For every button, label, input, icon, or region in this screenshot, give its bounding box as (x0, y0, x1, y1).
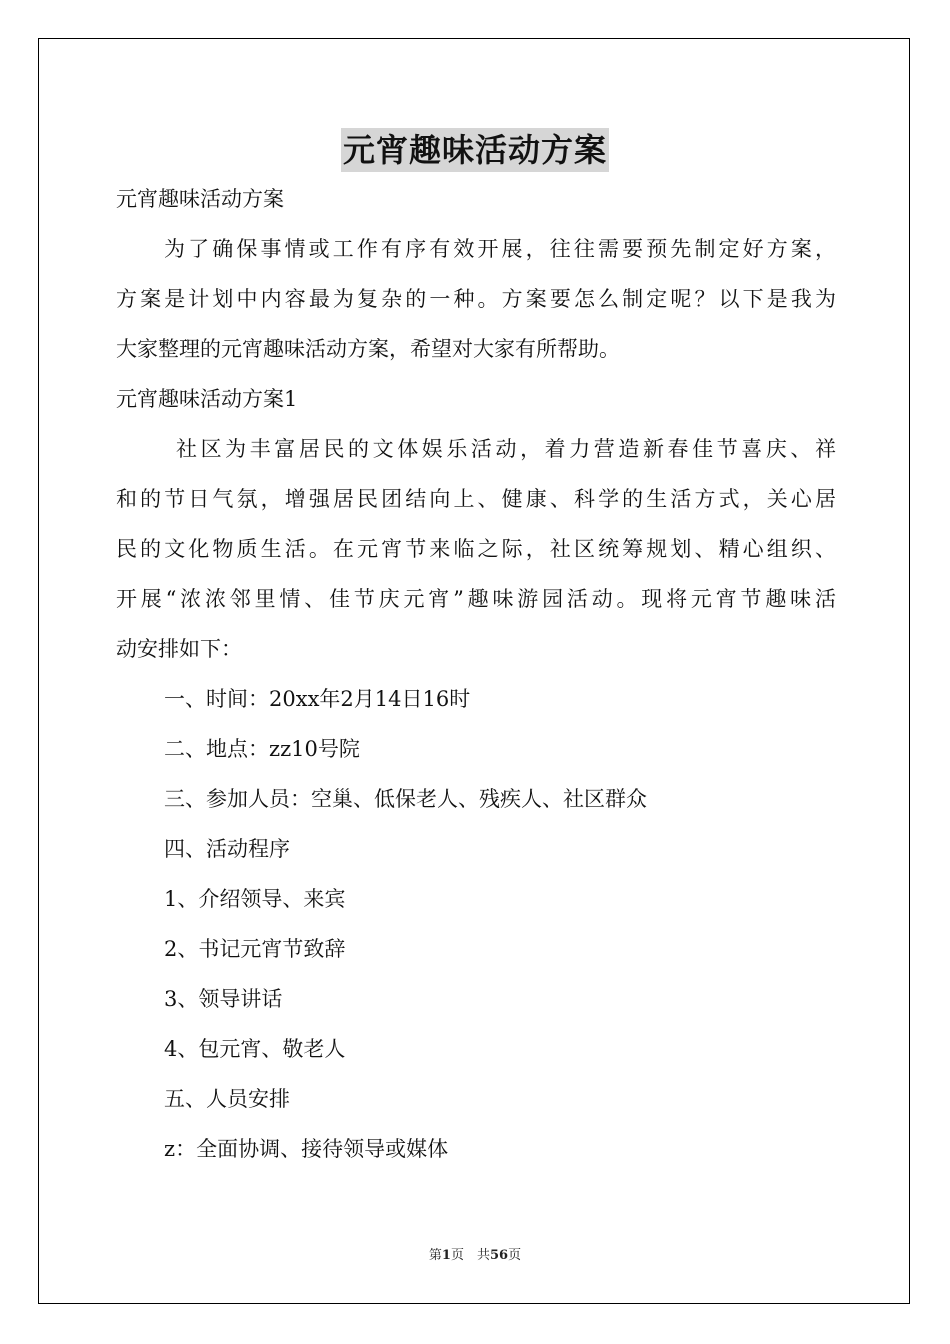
section-1-line-4: 开展“浓浓邻里情、佳节庆元宵”趣味游园活动。现将元宵节趣味活 (116, 587, 836, 611)
intro-line-1: 为了确保事情或工作有序有效开展，往往需要预先制定好方案， (164, 237, 836, 261)
footer-total-pages: 56 (489, 1248, 509, 1263)
page-footer (0, 1247, 950, 1265)
program-step-4: 4、包元宵、敬老人 (164, 1037, 346, 1061)
item-program: 四、活动程序 (164, 837, 290, 861)
intro-line-2: 方案是计划中内容最为复杂的一种。方案要怎么制定呢？以下是我为 (116, 287, 836, 311)
footer-page-prefix: 第 (428, 1248, 442, 1263)
section-1-line-2: 和的节日气氛，增强居民团结向上、健康、科学的生活方式，关心居 (116, 487, 836, 511)
intro-line-3: 大家整理的元宵趣味活动方案，希望对大家有所帮助。 (116, 337, 620, 361)
item-staff: 五、人员安排 (164, 1087, 290, 1111)
section-1-line-1: 社区为丰富居民的文体娱乐活动，着力营造新春佳节喜庆、祥 (176, 437, 836, 461)
item-time: 一、时间：20xx年2月14日16时 (164, 687, 471, 711)
program-step-3: 3、领导讲话 (164, 987, 283, 1011)
item-place: 二、地点：zz10号院 (164, 737, 360, 761)
program-step-1: 1、介绍领导、来宾 (164, 887, 346, 911)
program-step-2: 2、书记元宵节致辞 (164, 937, 346, 961)
document-title-text: 元宵趣味活动方案 (341, 128, 609, 172)
document-title (0, 128, 950, 172)
section-1-heading: 元宵趣味活动方案1 (116, 387, 298, 411)
footer-page-mid: 页 共 (450, 1248, 490, 1263)
item-participants: 三、参加人员：空巢、低保老人、残疾人、社区群众 (164, 787, 647, 811)
page-border (38, 38, 910, 1304)
section-1-line-3: 民的文化物质生活。在元宵节来临之际，社区统筹规划、精心组织、 (116, 537, 836, 561)
footer-page-suffix: 页 (508, 1248, 522, 1263)
section-1-line-5: 动安排如下： (116, 637, 242, 661)
document-subtitle: 元宵趣味活动方案 (116, 187, 284, 211)
staff-z: z：全面协调、接待领导或媒体 (164, 1137, 449, 1161)
footer-current-page: 1 (441, 1248, 451, 1263)
